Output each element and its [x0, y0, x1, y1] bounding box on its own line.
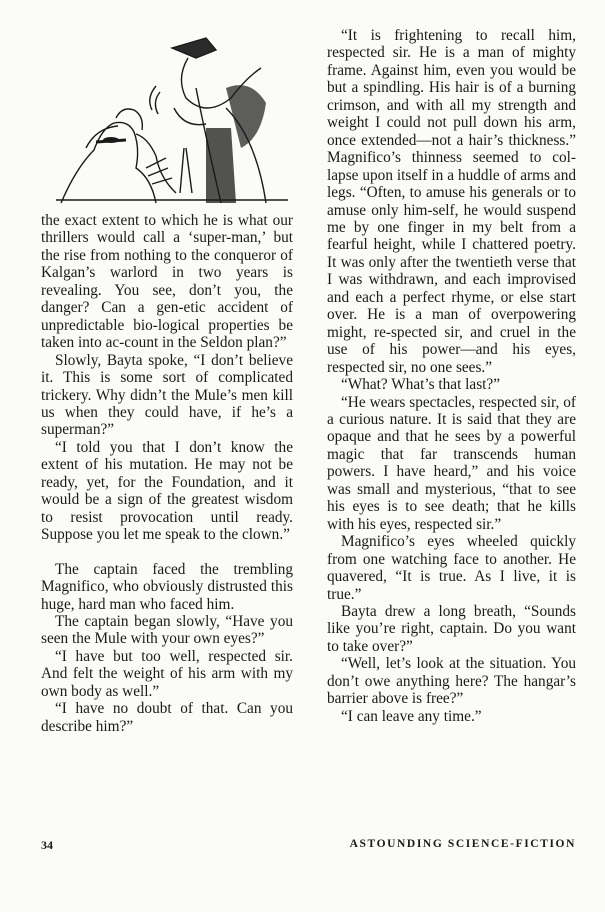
paragraph: “I have but too well, respected sir. And felt the weight of his arm with my own body as well.” — [41, 647, 293, 700]
page-footer — [41, 838, 576, 856]
magazine-title: ASTOUNDING SCIENCE-FICTION — [349, 838, 576, 850]
paragraph: “It is frightening to recall him, respected sir. He is a man of mighty frame. Against him, even you would be but a spindling. His hair is of a burning crimson, and with all my strength and weight I could not pull down his arm, once extended—not a hair’s thickness.” Magnifico’s thinness seemed to col-lapse upon itself in a huddle of arms and legs. “Often, to amuse his generals or to amuse only him-self, he would suspend me by one finger in my belt from a fearful height, while I chattered poetry. It was only after the twentieth verse that I was withdrawn, and each improvised and each a perfect rhyme, or else start over. He is a man of overpowering might, re-spected sir, and cruel in the use of his power—and his eyes, respected sir, no one sees.” — [327, 27, 576, 376]
paragraph: “He wears spectacles, respected sir, of a curious nature. It is said that they are opaque and that he sees by a powerful magic that far transcends human powers. I have heard,” and his voice was small and mysterious, “that to see his eyes is to see death; that he kills with his eyes, respected sir.” — [327, 393, 576, 533]
illustration-icon — [56, 28, 288, 206]
paragraph: “I have no doubt of that. Can you describe him?” — [41, 700, 293, 735]
right-column — [327, 27, 576, 725]
paragraph: The captain faced the trembling Magnifico, who obviously distrusted this huge, hard man who faced him. — [41, 560, 293, 613]
paragraph: the exact extent to which he is what our thrillers would call a ‘super-man,’ but the rise from nothing to the conqueror of Kalgan’s warlord in two years is revealing. You see, don’t you, the danger? Can a gen-etic accident of unpredictable bio-logical properties be taken into ac-count in the Seldon plan?” — [41, 212, 293, 352]
paragraph: “I told you that I don’t know the extent of his mutation. He may not be ready, yet, for the Foundation, and it would be a sign of the greatest wisdom to resist provocation until ready. Suppose you let me speak to the clown.” — [41, 438, 293, 544]
paragraph: “Well, let’s look at the situation. You don’t owe anything here? The hangar’s barrier above is free?” — [327, 655, 576, 708]
paragraph: Slowly, Bayta spoke, “I don’t believe it. This is some sort of complicated trickery. Why didn’t the Mule’s men kill us when they could have, if he’s a superman?” — [41, 351, 293, 439]
page-number: 34 — [41, 838, 53, 852]
paragraph: The captain began slowly, “Have you seen the Mule with your own eyes?” — [41, 612, 293, 648]
paragraph: “I can leave any time.” — [341, 707, 482, 725]
left-column — [41, 212, 293, 735]
paragraph: Bayta drew a long breath, “Sounds like you’re right, captain. Do you want to take over?” — [327, 602, 576, 655]
paragraph: “What? What’s that last?” — [341, 376, 500, 394]
paragraph: Magnifico’s eyes wheeled quickly from one watching face to another. He quavered, “It is true. As I live, it is true.” — [327, 533, 576, 603]
